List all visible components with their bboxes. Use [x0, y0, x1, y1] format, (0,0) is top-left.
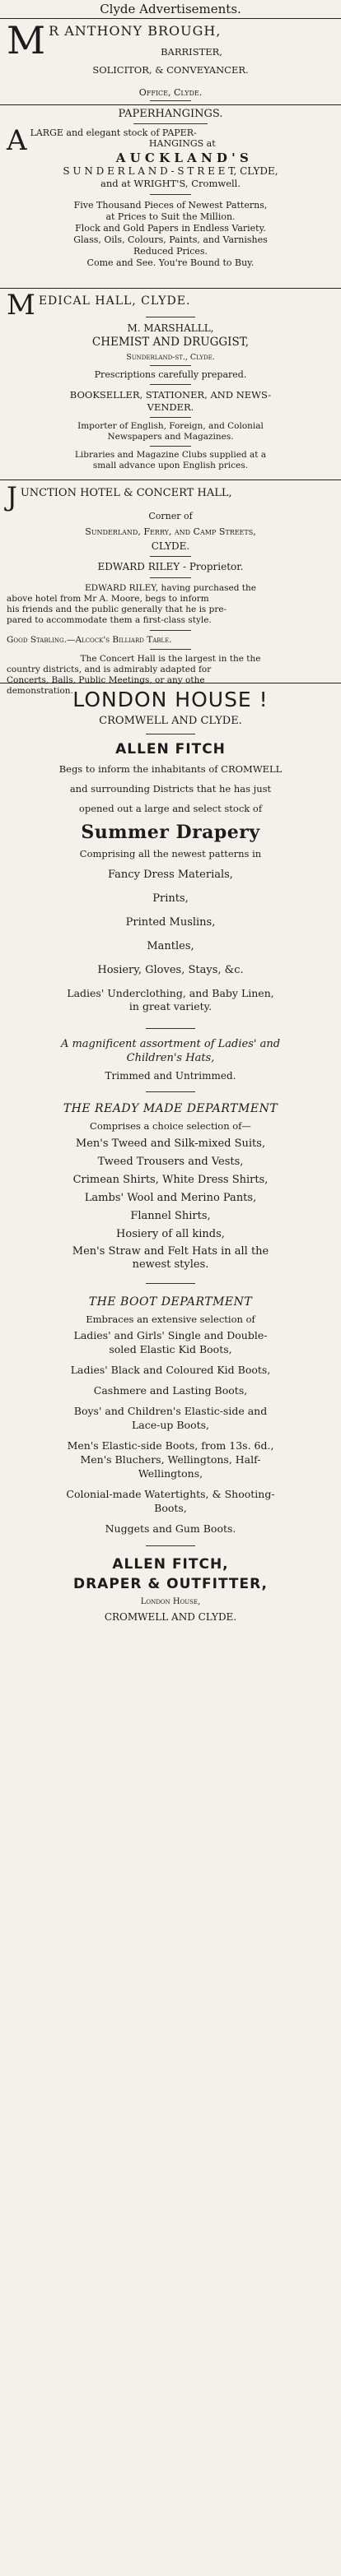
short-rule: [150, 194, 191, 195]
ready-made-item: Crimean Shirts, White Dress Shirts,: [72, 1174, 269, 1186]
brough-title-1: BARRISTER,: [161, 46, 222, 58]
drapery-item: Hosiery, Gloves, Stays, &c.: [97, 964, 244, 976]
drapery-item: Fancy Dress Materials,: [108, 869, 233, 881]
short-rule: [146, 1283, 195, 1284]
drapery-item: Prints,: [152, 892, 189, 905]
junction-concert-1: The Concert Hall is the largest in the the: [80, 654, 261, 664]
divider: [0, 104, 341, 105]
boot-item: Boys' and Children's Elastic-side and: [73, 1405, 268, 1417]
medical-address: Sunderland-st., Clyde.: [126, 353, 215, 362]
london-comprising: Comprising all the newest patterns in: [79, 848, 262, 859]
boot-item: Men's Bluchers, Wellingtons, Half-: [80, 1453, 261, 1466]
ready-made-heading: THE READY MADE DEPARTMENT: [63, 1102, 278, 1115]
boot-item: Lace-up Boots,: [131, 1419, 210, 1431]
short-rule: [150, 577, 191, 578]
drop-cap: A: [7, 124, 27, 157]
medical-importer-2: Newspapers and Magazines.: [107, 432, 234, 442]
ready-made-item: Flannel Shirts,: [130, 1210, 211, 1222]
paper-body-5: Reduced Prices.: [133, 246, 208, 257]
medical-owner: M. MARSHALLL,: [127, 322, 214, 334]
paper-shop-name: A U C K L A N D ' S: [115, 151, 249, 165]
short-rule: [146, 1091, 195, 1092]
brough-office: Office, Clyde.: [138, 87, 203, 98]
ready-made-item: Men's Tweed and Silk-mixed Suits,: [75, 1137, 266, 1150]
boot-heading: THE BOOT DEPARTMENT: [88, 1295, 253, 1309]
medical-importer-1: Importer of English, Foreign, and Colonial: [77, 421, 264, 431]
footer-trade: DRAPER & OUTFITTER,: [72, 1576, 269, 1592]
ready-made-item: Tweed Trousers and Vests,: [97, 1156, 244, 1168]
london-hats-3: Trimmed and Untrimmed.: [105, 1070, 236, 1082]
short-rule: [150, 649, 191, 650]
london-intro-2: and surrounding Districts that he has just: [69, 783, 272, 795]
boot-item: soled Elastic Kid Boots,: [109, 1343, 232, 1355]
paper-line-2: HANGINGS at: [148, 138, 216, 149]
junction-proprietor: EDWARD RILEY - Proprietor.: [97, 561, 244, 572]
drapery-item: Mantles,: [147, 940, 194, 952]
junction-corner: Corner of: [148, 511, 193, 521]
junction-town: CLYDE.: [151, 540, 190, 552]
short-rule: [133, 123, 208, 124]
london-intro-1: Begs to inform the inhabitants of CROMWELL: [58, 763, 283, 775]
footer-towns: CROMWELL AND CLYDE.: [104, 1611, 237, 1623]
medical-heading: EDICAL HALL, CLYDE.: [38, 294, 191, 308]
brough-advert: [7, 18, 334, 100]
paper-wrights: and at WRIGHT'S, Cromwell.: [100, 178, 241, 189]
paper-line-1: LARGE and elegant stock of PAPER-: [30, 127, 197, 138]
boot-item: Boots,: [154, 1502, 187, 1514]
medical-hall-advert: [7, 289, 334, 473]
junction-body-1: EDWARD RILEY, having purchased the: [85, 583, 256, 593]
medical-trade: CHEMIST AND DRUGGIST,: [91, 336, 250, 349]
drapery-item: in great variety.: [128, 1000, 213, 1012]
boot-intro: Embraces an extensive selection of: [86, 1313, 255, 1325]
boot-item: Men's Elastic-side Boots, from 13s. 6d.,: [67, 1439, 274, 1452]
boot-item: Nuggets and Gum Boots.: [105, 1522, 236, 1535]
london-hats-1: A magnificent assortment of Ladies' and: [60, 1038, 281, 1050]
junction-concert-2: country districts, and is admirably adapted for: [7, 665, 212, 674]
junction-heading: UNCTION HOTEL & CONCERT HALL,: [20, 487, 232, 499]
london-heading: LONDON HOUSE !: [72, 688, 269, 711]
medical-libraries-2: small advance upon English prices.: [92, 461, 249, 470]
medical-books-2: VENDER.: [147, 401, 194, 413]
junction-stabling: Good Stabling.—Alcock's Billiard Table.: [7, 635, 172, 645]
medical-books-1: BOOKSELLER, STATIONER, AND NEWS-: [69, 389, 272, 401]
paper-body-6: Come and See. You're Bound to Buy.: [86, 257, 255, 268]
footer-house: London House,: [140, 1597, 201, 1606]
boot-item: Wellingtons,: [138, 1467, 203, 1480]
london-hats-2: Children's Hats,: [126, 1052, 215, 1064]
paper-body-1: Five Thousand Pieces of Newest Patterns,: [73, 200, 268, 211]
footer-name: ALLEN FITCH,: [112, 1556, 229, 1573]
london-house-advert: [7, 688, 334, 2571]
drop-cap: M: [7, 18, 46, 63]
short-rule: [150, 556, 191, 557]
short-rule: [150, 384, 191, 385]
short-rule: [146, 1545, 195, 1546]
boot-item: Ladies' and Girls' Single and Double-: [73, 1329, 268, 1341]
paper-body-2: at Prices to Suit the Million.: [105, 211, 236, 222]
paper-heading: PAPERHANGINGS.: [118, 108, 223, 120]
medical-libraries-1: Libraries and Magazine Clubs supplied at a: [74, 450, 267, 460]
paper-body-3: Flock and Gold Papers in Endless Variety.: [75, 223, 266, 234]
boot-item: Ladies' Black and Coloured Kid Boots,: [70, 1364, 271, 1376]
drop-cap: J: [7, 481, 17, 512]
boot-item: Colonial-made Watertights, & Shooting-: [66, 1488, 275, 1500]
drapery-item: Printed Muslins,: [125, 916, 216, 929]
brough-title-2: SOLICITOR, & CONVEYANCER.: [92, 64, 249, 76]
divider: [0, 288, 341, 289]
medical-prescriptions: Prescriptions carefully prepared.: [94, 369, 247, 380]
short-rule: [150, 100, 191, 101]
page-header: [7, 2, 334, 16]
ready-made-item: Lambs' Wool and Merino Pants,: [84, 1192, 257, 1204]
divider: [0, 18, 341, 19]
junction-concert-4: demonstration.: [7, 686, 73, 696]
short-rule: [150, 630, 191, 631]
paper-body-4: Glass, Oils, Colours, Paints, and Varnishes: [73, 234, 268, 245]
junction-hotel-advert: [7, 481, 334, 696]
short-rule: [146, 1028, 195, 1029]
junction-concert-3: Concerts, Balls, Public Meetings, or any othe: [7, 675, 205, 685]
boot-item: Cashmere and Lasting Boots,: [93, 1384, 248, 1397]
paperhangings-advert: [7, 108, 334, 285]
drop-cap: M: [7, 289, 35, 322]
short-rule: [150, 365, 191, 366]
junction-streets: Sunderland, Ferry, and Camp Streets,: [85, 526, 256, 537]
summer-drapery: Summer Drapery: [81, 822, 260, 843]
london-towns: CROMWELL AND CLYDE.: [99, 715, 242, 727]
junction-body-3: his friends and the public generally that he is pre-: [7, 605, 227, 614]
london-intro-3: opened out a large and select stock of: [78, 803, 263, 814]
ready-made-intro: Comprises a choice selection of—: [90, 1120, 251, 1132]
drapery-item: Ladies' Underclothing, and Baby Linen,: [67, 987, 274, 999]
brough-name: R ANTHONY BROUGH,: [49, 23, 222, 39]
junction-body-2: above hotel from Mr A. Moore, begs to inform: [7, 594, 209, 604]
junction-body-4: pared to accommodate them a first-class style.: [7, 615, 212, 625]
ready-made-item: Men's Straw and Felt Hats in all the: [72, 1245, 269, 1258]
paper-street: S U N D E R L A N D - S T R E E T, CLYDE,: [63, 165, 278, 177]
short-rule: [150, 417, 191, 418]
header-title: Clyde Advertisements.: [100, 2, 241, 16]
ready-made-item: Hosiery of all kinds,: [116, 1228, 225, 1240]
london-owner: ALLEN FITCH: [115, 741, 226, 758]
short-rule: [150, 446, 191, 447]
ready-made-item: newest styles.: [132, 1258, 209, 1271]
